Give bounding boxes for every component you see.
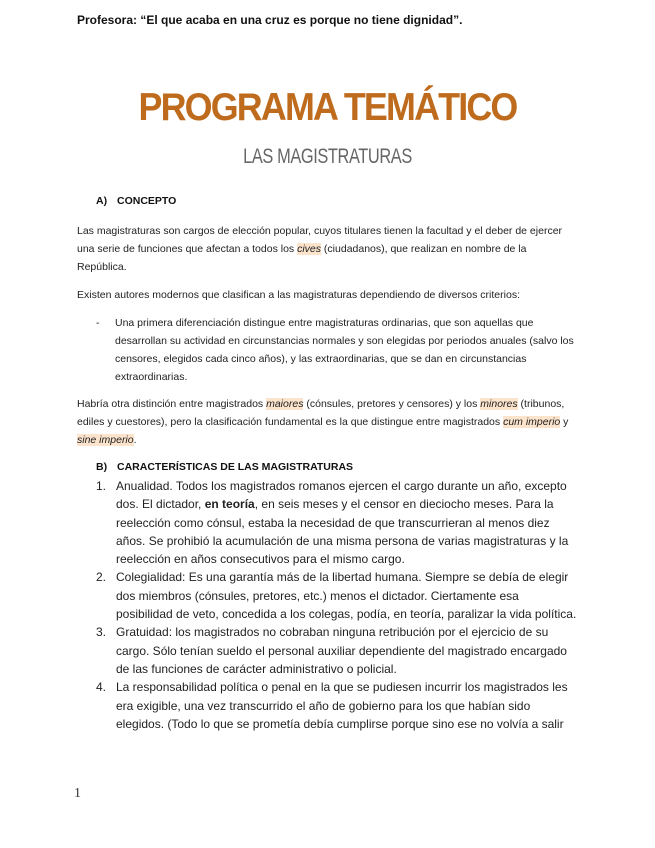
paragraph-text: (ciudadanos), que realizan en nombre de la República. — [77, 243, 527, 273]
list-text: La responsabilidad política o penal en la que se pudiesen incurrir los magistrados les era exigible, una vez transcurrido el año de gobierno para los que habían sido elegidos. (Todo lo que se prometía debía cumplirse porque sino ese no volvía a salir — [116, 680, 568, 731]
highlight-term: cum imperio — [503, 416, 561, 428]
list-number: 4. — [96, 680, 107, 695]
paragraph-text: y — [560, 416, 569, 428]
paragraph-text: (cónsules, pretores y censores) y los — [303, 398, 481, 410]
section-b-title: CARACTERÍSTICAS DE LAS MAGISTRATURAS — [117, 461, 354, 473]
highlight-term: cives — [297, 243, 322, 255]
paragraph-text: . — [133, 434, 137, 446]
paragraph-text: Las magistraturas son cargos de elección popular, cuyos titulares tienen la facultad y el deber de ejercer una serie de funciones que afectan a todos los — [77, 225, 563, 255]
page-subtitle: LAS MAGISTRATURAS — [243, 145, 412, 168]
list-item — [96, 623, 578, 678]
highlight-term: sine imperio — [77, 434, 134, 446]
paragraph-text: (tribunos, ediles y cuestores), pero la clasificación fundamental es la que distingue entre magistrados — [77, 398, 565, 428]
page-title: PROGRAMA TEMÁTICO — [138, 86, 517, 129]
list-bold-text: en teoría — [204, 497, 255, 512]
bullet-item — [96, 314, 576, 386]
list-number: 3. — [96, 625, 107, 640]
paragraph-concept — [77, 222, 577, 276]
list-number: 1. — [96, 479, 107, 493]
list-item — [96, 568, 578, 623]
bullet-text: Una primera diferenciación distingue entre magistraturas ordinarias, que son aquellas que desarrollan su actividad en circunstancias normales y son elegidas por periodos anuales (salvo los censores, elegidos cada cinco años), y las extraordinarias, que se dan en circunstancias extraordinarias. — [115, 317, 574, 383]
list-item — [96, 678, 578, 733]
highlight-term: maiores — [266, 398, 304, 410]
paragraph-distinction — [77, 395, 577, 449]
section-a-heading — [96, 195, 176, 207]
section-a-letter: A) — [96, 195, 108, 207]
header-quote: Profesora: “El que acaba en una cruz es porque no tiene dignidad”. — [77, 13, 463, 27]
characteristics-list — [96, 477, 578, 733]
paragraph-criteria: Existen autores modernos que clasifican a las magistraturas dependiendo de diversos criterios: — [77, 289, 520, 301]
list-item — [96, 477, 578, 568]
highlight-term: minores — [480, 398, 518, 410]
list-text: Colegialidad: Es una garantía más de la libertad humana. Siempre se debía de elegir dos miembros (cónsules, pretores, etc.) menos el dictador. Ciertamente esa posibilidad de veto, concedida a los colegas, podía, en teoría, paralizar la vida política. — [116, 570, 577, 622]
page-number: 1 — [74, 786, 81, 801]
list-text: , en seis meses y el censor en dieciocho meses. Para la reelección como cónsul, estaba la necesidad de que transcurrieran al menos diez años. Se prohibió la acumulación de una misma persona de varias magistraturas y la reelección en años consecutivos para el mismo cargo. — [116, 497, 569, 567]
list-text: Gratuidad: los magistrados no cobraban ninguna retribución por el ejercicio de su cargo. Sólo tenían sueldo el personal auxiliar dependiente del magistrado encargado de las funciones de carácter administrativo o policial. — [116, 625, 567, 676]
bullet-dash: - — [96, 317, 100, 329]
paragraph-text: Habría otra distinción entre magistrados — [77, 398, 267, 410]
list-text: Anualidad. Todos los magistrados romanos ejercen el cargo durante un año, excepto dos. El dictador, — [116, 479, 567, 512]
section-a-title: CONCEPTO — [117, 195, 177, 207]
list-number: 2. — [96, 570, 107, 585]
section-b-letter: B) — [96, 461, 108, 473]
section-b-heading — [96, 461, 353, 473]
